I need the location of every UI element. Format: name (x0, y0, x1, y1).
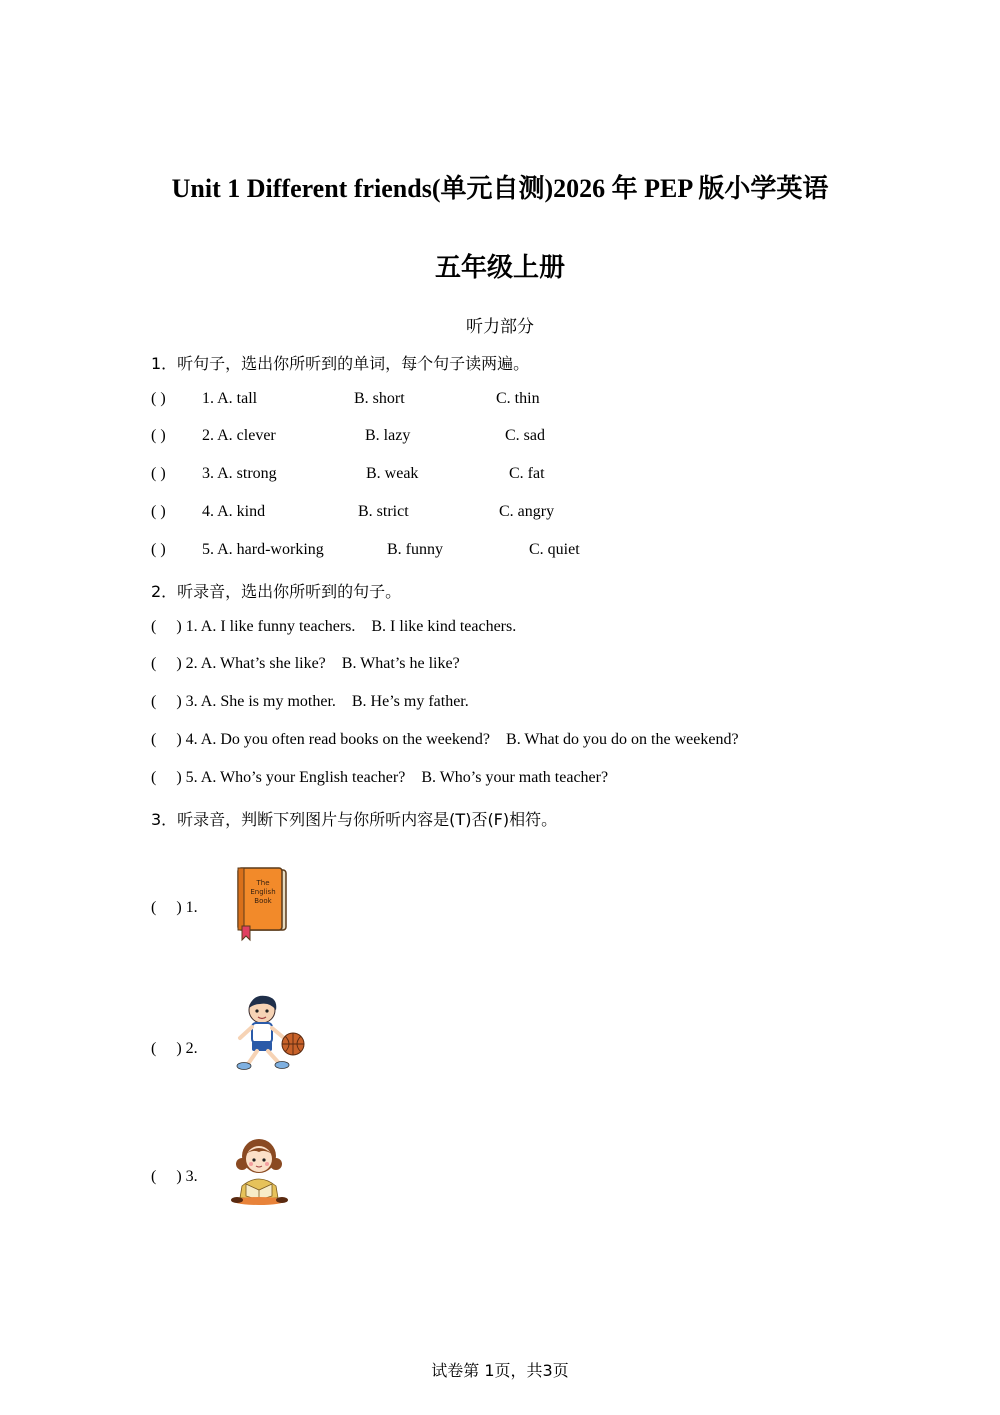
option-c: C. thin (496, 390, 540, 407)
q2-item-5: ( ) 5. A. Who’s your English teacher? B. Who’s your math teacher? (151, 769, 609, 786)
q3-item-2-label[interactable]: ( ) 2. (151, 1040, 198, 1057)
book-text-line-1: The (256, 879, 270, 887)
section-heading: 听力部分 (466, 317, 534, 337)
question-3-heading: 3．听录音，判断下列图片与你所听内容是(T)否(F)相符。 (151, 810, 558, 829)
option-a: 5. A. hard-working (202, 541, 324, 558)
girl-reading-icon (228, 1134, 290, 1206)
answer-blank[interactable]: ( ) (151, 427, 166, 444)
option-b: B. weak (366, 465, 419, 482)
boy-basketball-icon (230, 992, 308, 1072)
answer-blank[interactable]: ( ) (151, 503, 166, 520)
option-a: 4. A. kind (202, 503, 266, 520)
question-2-heading: 2．听录音，选出你所听到的句子。 (151, 582, 402, 601)
page-title-line2: 五年级上册 (434, 253, 565, 282)
book-icon (234, 866, 292, 942)
page-footer: 试卷第 1页，共3页 (431, 1361, 569, 1380)
option-a: 2. A. clever (202, 427, 276, 444)
q3-item-1-label[interactable]: ( ) 1. (151, 899, 198, 916)
q2-item-3: ( ) 3. A. She is my mother. B. He’s my father. (151, 693, 469, 710)
option-b: B. strict (358, 503, 409, 520)
option-a: 3. A. strong (202, 465, 277, 482)
q3-item-3-label[interactable]: ( ) 3. (151, 1168, 198, 1185)
option-b: B. funny (387, 541, 443, 558)
option-c: C. angry (499, 503, 555, 520)
q2-item-2: ( ) 2. A. What’s she like? B. What’s he like? (151, 655, 460, 672)
option-b: B. short (354, 390, 405, 407)
q2-item-4: ( ) 4. A. Do you often read books on the weekend? B. What do you do on the weekend? (151, 731, 739, 748)
book-text-line-3: Book (254, 897, 272, 905)
answer-blank[interactable]: ( ) (151, 541, 166, 558)
option-c: C. fat (509, 465, 545, 482)
book-text-line-2: English (250, 888, 276, 896)
answer-blank[interactable]: ( ) (151, 390, 166, 407)
page-title: Unit 1 Different friends(单元自测)2026 年 PEP 版小学英语 (171, 174, 829, 203)
option-c: C. sad (505, 427, 545, 444)
option-c: C. quiet (529, 541, 580, 558)
option-b: B. lazy (365, 427, 411, 444)
option-a: 1. A. tall (202, 390, 258, 407)
answer-blank[interactable]: ( ) (151, 465, 166, 482)
question-1-heading: 1．听句子，选出你所听到的单词，每个句子读两遍。 (151, 354, 530, 373)
q2-item-1: ( ) 1. A. I like funny teachers. B. I like kind teachers. (151, 618, 517, 635)
